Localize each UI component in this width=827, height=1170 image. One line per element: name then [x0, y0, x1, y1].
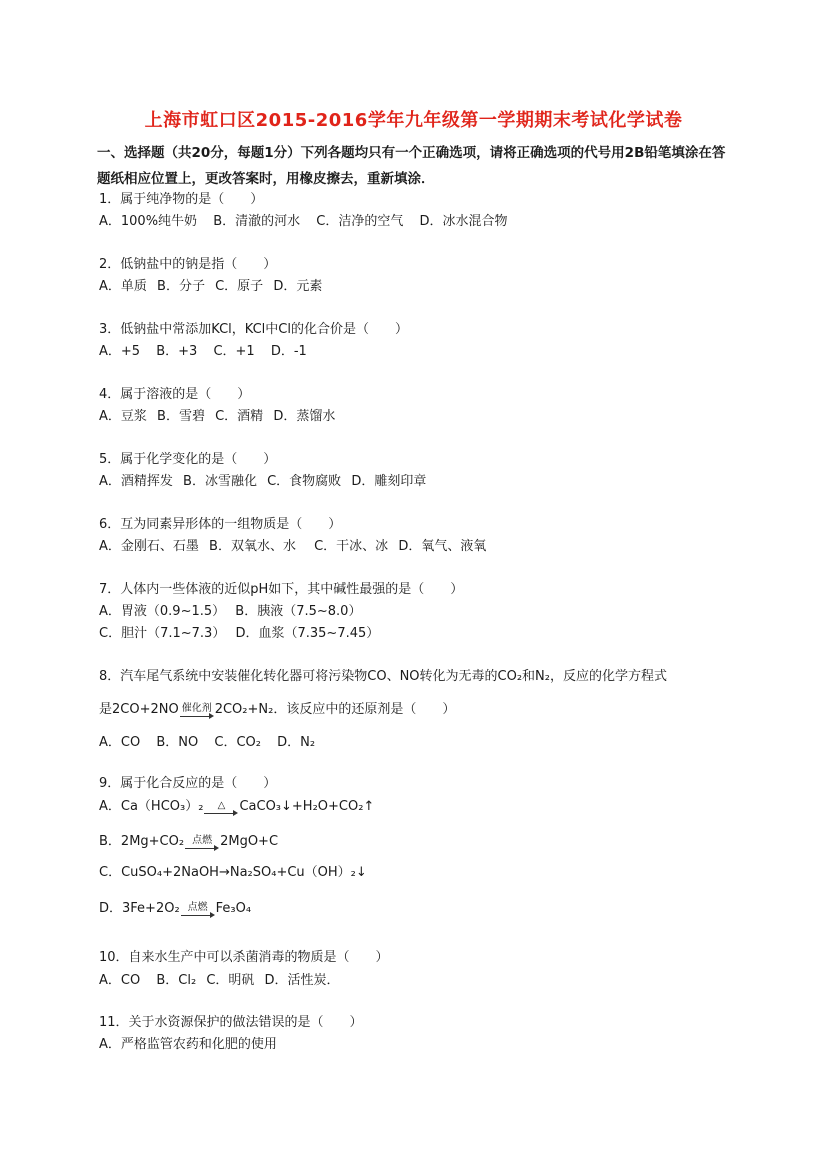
- option: D．-1: [270, 344, 307, 359]
- question-2: 2．低钠盐中的钠是指（ ）: [99, 257, 277, 272]
- question-10-options: [99, 969, 340, 988]
- question-9-option-a: [99, 795, 374, 817]
- option: D．蒸馏水: [273, 409, 336, 424]
- option: D．氧气、液氧: [398, 539, 487, 554]
- question-5: 5．属于化学变化的是（ ）: [99, 452, 277, 467]
- option: D．N₂: [277, 735, 316, 750]
- question-11-option-a: A．严格监管农药和化肥的使用: [99, 1037, 277, 1052]
- question-7: 7．人体内一些体液的近似pH如下，其中碱性最强的是（ ）: [99, 582, 464, 597]
- option: D．冰水混合物: [419, 214, 508, 229]
- equation-products: Fe₃O₄: [215, 901, 252, 916]
- option: A．100%纯牛奶: [99, 214, 198, 229]
- arrow-icon: [185, 846, 219, 852]
- option: A．酒精挥发: [99, 474, 173, 489]
- exam-title: 上海市虹口区2015-2016学年九年级第一学期期末考试化学试卷: [144, 110, 683, 131]
- question-1: 1．属于纯净物的是（ ）: [99, 192, 264, 207]
- reaction-arrow: [185, 836, 219, 852]
- question-8: 8．汽车尾气系统中安装催化转化器可将污染物CO、NO转化为无毒的CO₂和N₂，反应的化学方程式: [99, 669, 667, 684]
- option: B．雪碧: [157, 409, 205, 424]
- question-5-options: [99, 470, 426, 489]
- option: B．Cl₂: [156, 973, 197, 988]
- reaction-arrow: [204, 801, 238, 817]
- option: B．清澈的河水: [213, 214, 301, 229]
- option: C．洁净的空气: [316, 214, 404, 229]
- question-3-options: [99, 340, 307, 359]
- option: A．单质: [99, 279, 147, 294]
- option: C．原子: [215, 279, 264, 294]
- question-8-equation: [99, 698, 455, 720]
- reaction-condition: 催化剂: [181, 703, 212, 714]
- question-6-options: [99, 535, 486, 554]
- reaction-condition: 点燃: [192, 835, 213, 846]
- equation-products: 2MgO+C: [220, 834, 279, 849]
- question-10: 10．自来水生产中可以杀菌消毒的物质是（ ）: [99, 950, 389, 965]
- option: A．CO: [99, 973, 141, 988]
- option: D．活性炭．: [264, 973, 340, 988]
- question-7-options-ab: [99, 600, 361, 619]
- equation-reactants: D．3Fe+2O₂: [99, 901, 180, 916]
- option: C．胆汁（7.1~7.3）: [99, 626, 226, 641]
- option: C．干冰、冰: [314, 539, 389, 554]
- question-8-options: [99, 731, 315, 750]
- equation-reactants: B．2Mg+CO₂: [99, 834, 185, 849]
- option: C．酒精: [215, 409, 264, 424]
- option: C．CO₂: [214, 735, 261, 750]
- question-3: 3．低钠盐中常添加KCl，KCl中Cl的化合价是（ ）: [99, 322, 408, 337]
- option: B．双氧水、水: [209, 539, 296, 554]
- arrow-icon: [180, 714, 214, 720]
- equation-products: CaCO₃↓+H₂O+CO₂↑: [239, 799, 375, 814]
- option: D．血浆（7.35~7.45）: [235, 626, 380, 641]
- option: A．金刚石、石墨: [99, 539, 199, 554]
- question-4: 4．属于溶液的是（ ）: [99, 387, 251, 402]
- option: A．豆浆: [99, 409, 147, 424]
- equation-reactants: A．Ca（HCO₃）₂: [99, 799, 204, 814]
- option: C．明矾: [206, 973, 255, 988]
- reaction-arrow: [181, 903, 215, 919]
- section-instructions: 一、选择题（共20分，每题1分）下列各题均只有一个正确选项，请将正确选项的代号用2B铅笔填涂在答题纸相应位置上，更改答案时，用橡皮擦去，重新填涂．: [97, 145, 726, 187]
- option: B．分子: [157, 279, 205, 294]
- option: C．+1: [213, 344, 255, 359]
- arrow-icon: [204, 811, 238, 817]
- question-6: 6．互为同素异形体的一组物质是（ ）: [99, 517, 342, 532]
- reaction-arrow: [180, 704, 214, 720]
- question-4-options: [99, 405, 335, 424]
- heat-condition: △: [217, 800, 226, 811]
- option: D．元素: [273, 279, 323, 294]
- equation-reactants: 是2CO+2NO: [99, 702, 179, 717]
- question-7-options-cd: [99, 622, 379, 641]
- reaction-condition: 点燃: [187, 902, 208, 913]
- question-9-option-c: C．CuSO₄+2NaOH→Na₂SO₄+Cu（OH）₂↓: [99, 865, 367, 880]
- option: B．胰液（7.5~8.0）: [235, 604, 362, 619]
- option: A．CO: [99, 735, 141, 750]
- option: A．+5: [99, 344, 141, 359]
- question-11: 11．关于水资源保护的做法错误的是（ ）: [99, 1015, 363, 1030]
- arrow-icon: [181, 913, 215, 919]
- option: C．食物腐败: [267, 474, 342, 489]
- equation-products: 2CO₂+N₂．该反应中的还原剂是（ ）: [214, 702, 456, 717]
- option: D．雕刻印章: [351, 474, 427, 489]
- question-1-options: [99, 210, 508, 229]
- question-2-options: [99, 275, 322, 294]
- question-9: 9．属于化合反应的是（ ）: [99, 776, 277, 791]
- option: A．胃液（0.9~1.5）: [99, 604, 226, 619]
- option: B．冰雪融化: [183, 474, 257, 489]
- question-9-option-d: [99, 897, 251, 919]
- option: B．+3: [156, 344, 198, 359]
- option: B．NO: [156, 735, 199, 750]
- question-9-option-b: [99, 830, 278, 852]
